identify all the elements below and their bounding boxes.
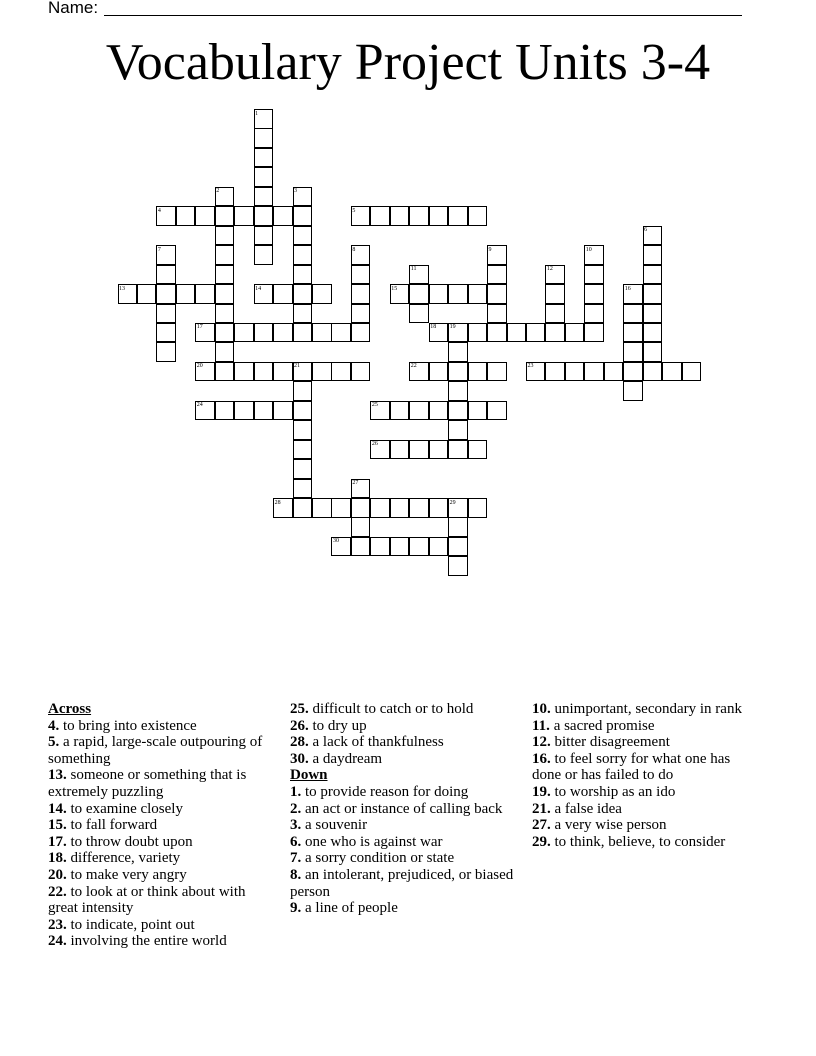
clue-number-label: 29.: [532, 833, 551, 850]
clue-item: [290, 734, 514, 751]
grid-cell[interactable]: [293, 323, 313, 343]
grid-cell[interactable]: [215, 226, 235, 246]
grid-cell[interactable]: [254, 245, 274, 265]
grid-cell[interactable]: [448, 206, 468, 226]
grid-cell[interactable]: [254, 109, 274, 129]
clue-text: to throw doubt upon: [66, 833, 193, 850]
grid-cell[interactable]: [156, 245, 176, 265]
clue-number-label: 1.: [290, 783, 302, 800]
across-heading: Across: [48, 701, 92, 717]
clue-number: 22: [410, 363, 417, 370]
grid-cell[interactable]: [234, 362, 254, 382]
grid-cell[interactable]: [293, 304, 313, 324]
grid-cell[interactable]: [293, 479, 313, 499]
grid-cell[interactable]: [351, 479, 371, 499]
clue-item: [48, 817, 270, 834]
clue-item: [290, 867, 514, 900]
grid-cell[interactable]: [623, 342, 643, 362]
grid-cell[interactable]: [545, 362, 565, 382]
clue-number-label: 6.: [290, 833, 302, 850]
grid-cell[interactable]: [643, 245, 663, 265]
grid-cell[interactable]: [448, 556, 468, 576]
clue-number-label: 22.: [48, 883, 67, 900]
clue-number: 15: [391, 285, 398, 292]
grid-cell[interactable]: [409, 265, 429, 285]
grid-cell[interactable]: [584, 323, 604, 343]
clue-text: a daydream: [308, 750, 383, 767]
clue-number: 4: [157, 207, 161, 214]
clue-item: [290, 701, 514, 718]
clue-text: a line of people: [301, 900, 398, 917]
grid-cell[interactable]: [487, 265, 507, 285]
grid-cell[interactable]: [273, 498, 293, 518]
clue-number: 21: [294, 363, 301, 370]
clue-number-label: 25.: [290, 701, 309, 717]
clue-text: a lack of thankfulness: [308, 734, 444, 751]
grid-cell[interactable]: [254, 167, 274, 187]
grid-cell[interactable]: [643, 362, 663, 382]
clue-text: to provide reason for doing: [301, 783, 469, 800]
grid-cell[interactable]: [215, 245, 235, 265]
grid-cell[interactable]: [293, 440, 313, 460]
grid-cell[interactable]: [351, 265, 371, 285]
grid-cell[interactable]: [468, 401, 488, 421]
grid-cell[interactable]: [156, 265, 176, 285]
grid-cell[interactable]: [273, 323, 293, 343]
clue-number: 19: [449, 324, 456, 331]
grid-cell[interactable]: [215, 323, 235, 343]
grid-cell[interactable]: [643, 265, 663, 285]
grid-cell[interactable]: [565, 323, 585, 343]
clue-item: [532, 751, 756, 784]
clue-number-label: 7.: [290, 850, 302, 867]
clue-number: 7: [157, 246, 161, 253]
clue-number: 8: [352, 246, 356, 253]
grid-cell[interactable]: [312, 362, 332, 382]
clue-item: [48, 834, 270, 851]
clue-text: unimportant, secondary in rank: [550, 701, 742, 717]
clue-number: 27: [352, 480, 359, 487]
grid-cell[interactable]: [293, 362, 313, 382]
grid-cell[interactable]: [409, 206, 429, 226]
clue-number: 18: [430, 324, 437, 331]
grid-cell[interactable]: [429, 498, 449, 518]
clue-number-label: 5.: [48, 734, 60, 751]
grid-cell[interactable]: [351, 323, 371, 343]
grid-cell[interactable]: [293, 498, 313, 518]
grid-cell[interactable]: [195, 401, 215, 421]
grid-cell[interactable]: [293, 420, 313, 440]
grid-cell[interactable]: [487, 362, 507, 382]
clue-item: [532, 817, 756, 834]
clue-number: 24: [196, 402, 203, 409]
clue-text: one who is against war: [301, 833, 443, 850]
grid-cell[interactable]: [390, 401, 410, 421]
grid-cell[interactable]: [545, 323, 565, 343]
grid-cell[interactable]: [409, 284, 429, 304]
clue-number: 17: [196, 324, 203, 331]
clue-number-label: 19.: [532, 783, 551, 800]
clue-number-label: 28.: [290, 734, 309, 751]
grid-cell[interactable]: [254, 226, 274, 246]
clue-number: 29: [449, 499, 456, 506]
clue-text: to indicate, point out: [66, 916, 195, 933]
grid-cell[interactable]: [604, 362, 624, 382]
clue-number-label: 11.: [532, 717, 550, 734]
clue-number: 11: [410, 266, 417, 273]
grid-cell[interactable]: [195, 284, 215, 304]
grid-cell[interactable]: [293, 226, 313, 246]
clue-number: 14: [255, 285, 262, 292]
clue-text: an intolerant, prejudiced, or biased person: [290, 866, 514, 900]
grid-cell[interactable]: [429, 284, 449, 304]
grid-cell[interactable]: [545, 265, 565, 285]
clue-item: [48, 917, 270, 934]
clue-number-label: 9.: [290, 900, 302, 917]
grid-cell[interactable]: [448, 381, 468, 401]
grid-cell[interactable]: [390, 440, 410, 460]
grid-cell[interactable]: [429, 206, 449, 226]
grid-cell[interactable]: [545, 304, 565, 324]
clue-item: [48, 867, 270, 884]
clue-text: a false idea: [550, 800, 622, 817]
clue-number: 9: [488, 246, 492, 253]
grid-cell[interactable]: [584, 245, 604, 265]
grid-cell[interactable]: [351, 284, 371, 304]
grid-cell[interactable]: [312, 284, 332, 304]
clue-item: [48, 767, 270, 800]
clue-number: 5: [352, 207, 356, 214]
clue-text: to make very angry: [66, 866, 187, 883]
clue-text: a sacred promise: [549, 717, 655, 734]
grid-cell[interactable]: [507, 323, 527, 343]
grid-cell[interactable]: [623, 362, 643, 382]
clue-text: a very wise person: [550, 817, 667, 834]
grid-cell[interactable]: [156, 342, 176, 362]
grid-cell[interactable]: [526, 362, 546, 382]
grid-cell[interactable]: [254, 362, 274, 382]
grid-cell[interactable]: [409, 498, 429, 518]
grid-cell[interactable]: [351, 517, 371, 537]
grid-cell[interactable]: [176, 284, 196, 304]
clue-number-label: 2.: [290, 800, 302, 817]
grid-cell[interactable]: [273, 206, 293, 226]
clue-text: to examine closely: [66, 800, 183, 817]
grid-cell[interactable]: [312, 323, 332, 343]
grid-cell[interactable]: [370, 498, 390, 518]
grid-cell[interactable]: [429, 362, 449, 382]
clue-number-label: 12.: [532, 734, 551, 751]
grid-cell[interactable]: [448, 342, 468, 362]
grid-cell[interactable]: [468, 284, 488, 304]
clue-item: [48, 933, 270, 950]
clue-number-label: 8.: [290, 866, 302, 883]
clue-number-label: 3.: [290, 817, 302, 834]
grid-cell[interactable]: [331, 323, 351, 343]
grid-cell[interactable]: [545, 284, 565, 304]
grid-cell[interactable]: [351, 537, 371, 557]
grid-cell[interactable]: [643, 342, 663, 362]
grid-cell[interactable]: [643, 323, 663, 343]
clue-text: to feel sorry for what one has done or has failed to do: [532, 750, 731, 784]
grid-cell[interactable]: [351, 206, 371, 226]
clue-number: 12: [546, 266, 553, 273]
clue-number-label: 15.: [48, 817, 67, 834]
clue-item: [290, 718, 514, 735]
grid-cell[interactable]: [468, 440, 488, 460]
grid-cell[interactable]: [331, 362, 351, 382]
grid-cell[interactable]: [390, 537, 410, 557]
grid-cell[interactable]: [156, 284, 176, 304]
grid-cell[interactable]: [273, 362, 293, 382]
grid-cell[interactable]: [293, 187, 313, 207]
grid-cell[interactable]: [293, 401, 313, 421]
grid-cell[interactable]: [118, 284, 138, 304]
grid-cell[interactable]: [409, 304, 429, 324]
grid-cell[interactable]: [254, 187, 274, 207]
grid-cell[interactable]: [390, 284, 410, 304]
grid-cell[interactable]: [273, 401, 293, 421]
clue-number: 13: [119, 285, 125, 292]
clue-number-label: 20.: [48, 866, 67, 883]
grid-cell[interactable]: [468, 206, 488, 226]
grid-cell[interactable]: [487, 323, 507, 343]
clues-column-3: [532, 701, 756, 850]
grid-cell[interactable]: [448, 420, 468, 440]
grid-cell[interactable]: [234, 206, 254, 226]
grid-cell[interactable]: [448, 498, 468, 518]
clue-number: 28: [274, 499, 281, 506]
grid-cell[interactable]: [351, 304, 371, 324]
clue-text: a souvenir: [301, 817, 368, 834]
grid-cell[interactable]: [682, 362, 702, 382]
grid-cell[interactable]: [370, 537, 390, 557]
grid-cell[interactable]: [293, 381, 313, 401]
clue-item: [532, 784, 756, 801]
clue-text: a sorry condition or state: [301, 850, 455, 867]
grid-cell[interactable]: [254, 401, 274, 421]
clue-number-label: 26.: [290, 717, 309, 734]
clue-text: to fall forward: [66, 817, 158, 834]
grid-cell[interactable]: [584, 362, 604, 382]
grid-cell[interactable]: [215, 206, 235, 226]
clue-item: [48, 801, 270, 818]
grid-cell[interactable]: [584, 284, 604, 304]
grid-cell[interactable]: [643, 284, 663, 304]
grid-cell[interactable]: [156, 323, 176, 343]
grid-cell[interactable]: [584, 265, 604, 285]
grid-cell[interactable]: [429, 440, 449, 460]
clue-item: [290, 801, 514, 818]
grid-cell[interactable]: [293, 284, 313, 304]
clue-number-label: 30.: [290, 750, 309, 767]
grid-cell[interactable]: [293, 265, 313, 285]
name-label: Name:: [48, 0, 99, 17]
clue-number-label: 18.: [48, 850, 67, 867]
grid-cell[interactable]: [156, 206, 176, 226]
grid-cell[interactable]: [195, 206, 215, 226]
grid-cell[interactable]: [643, 226, 663, 246]
grid-cell[interactable]: [215, 304, 235, 324]
grid-cell[interactable]: [487, 245, 507, 265]
clue-text: to worship as an ido: [550, 783, 676, 800]
grid-cell[interactable]: [215, 401, 235, 421]
clue-number: 26: [371, 441, 378, 448]
clue-number: 2: [216, 188, 220, 195]
clue-item: [290, 784, 514, 801]
clue-text: to look at or think about with great intensity: [48, 883, 246, 917]
clue-item: [48, 884, 270, 917]
grid-cell[interactable]: [448, 323, 468, 343]
clue-item: [290, 834, 514, 851]
grid-cell[interactable]: [565, 362, 585, 382]
clue-item: [532, 718, 756, 735]
clue-item: [290, 850, 514, 867]
grid-cell[interactable]: [448, 517, 468, 537]
grid-cell[interactable]: [293, 206, 313, 226]
grid-cell[interactable]: [623, 381, 643, 401]
grid-cell[interactable]: [137, 284, 157, 304]
clue-number-label: 14.: [48, 800, 67, 817]
down-heading: Down: [290, 767, 328, 784]
grid-cell[interactable]: [448, 401, 468, 421]
grid-cell[interactable]: [487, 401, 507, 421]
clue-text: difficult to catch or to hold: [308, 701, 474, 717]
grid-cell[interactable]: [468, 323, 488, 343]
grid-cell[interactable]: [468, 498, 488, 518]
grid-cell[interactable]: [234, 323, 254, 343]
grid-cell[interactable]: [331, 537, 351, 557]
grid-cell[interactable]: [390, 206, 410, 226]
grid-cell[interactable]: [468, 362, 488, 382]
grid-cell[interactable]: [254, 148, 274, 168]
clue-number: 30: [332, 538, 339, 545]
grid-cell[interactable]: [351, 362, 371, 382]
clue-number-label: 21.: [532, 800, 551, 817]
page-title: Vocabulary Project Units 3-4: [105, 34, 711, 91]
clue-item: [48, 850, 270, 867]
grid-cell[interactable]: [448, 284, 468, 304]
clue-number-label: 24.: [48, 933, 67, 950]
grid-cell[interactable]: [234, 401, 254, 421]
clue-item: [48, 734, 270, 767]
grid-cell[interactable]: [215, 362, 235, 382]
grid-cell[interactable]: [176, 206, 196, 226]
grid-cell[interactable]: [351, 245, 371, 265]
grid-cell[interactable]: [390, 498, 410, 518]
grid-cell[interactable]: [293, 245, 313, 265]
clue-item: [532, 701, 756, 718]
clue-number: 1: [255, 110, 259, 117]
grid-cell[interactable]: [195, 362, 215, 382]
grid-cell[interactable]: [370, 206, 390, 226]
clue-text: a rapid, large-scale outpouring of something: [48, 734, 263, 767]
clue-number-label: 27.: [532, 817, 551, 834]
grid-cell[interactable]: [448, 440, 468, 460]
clue-text: involving the entire world: [66, 933, 227, 950]
grid-cell[interactable]: [487, 304, 507, 324]
grid-cell[interactable]: [312, 498, 332, 518]
grid-cell[interactable]: [254, 128, 274, 148]
grid-cell[interactable]: [331, 498, 351, 518]
clues-column-1: [48, 701, 270, 950]
grid-cell[interactable]: [215, 265, 235, 285]
grid-cell[interactable]: [662, 362, 682, 382]
clue-item: [532, 734, 756, 751]
grid-cell[interactable]: [487, 284, 507, 304]
grid-cell[interactable]: [448, 537, 468, 557]
grid-cell[interactable]: [584, 304, 604, 324]
clue-number: 16: [624, 285, 631, 292]
grid-cell[interactable]: [643, 304, 663, 324]
clue-text: difference, variety: [66, 850, 181, 867]
grid-cell[interactable]: [623, 323, 643, 343]
clue-number: 10: [585, 246, 592, 253]
grid-cell[interactable]: [293, 459, 313, 479]
clue-number: 6: [644, 227, 648, 234]
grid-cell[interactable]: [526, 323, 546, 343]
clue-item: [290, 817, 514, 834]
clue-number: 25: [371, 402, 378, 409]
grid-cell[interactable]: [351, 498, 371, 518]
clue-number-label: 10.: [532, 701, 551, 717]
grid-cell[interactable]: [409, 537, 429, 557]
clue-number: 3: [294, 188, 298, 195]
grid-cell[interactable]: [273, 284, 293, 304]
clue-item: [290, 900, 514, 917]
clue-text: to bring into existence: [59, 717, 197, 734]
clue-number-label: 17.: [48, 833, 67, 850]
clue-number: 23: [527, 363, 534, 370]
grid-cell[interactable]: [195, 323, 215, 343]
clue-item: [290, 751, 514, 768]
grid-cell[interactable]: [215, 342, 235, 362]
clue-text: bitter disagreement: [550, 734, 670, 751]
clue-number-label: 4.: [48, 717, 60, 734]
grid-cell[interactable]: [409, 362, 429, 382]
grid-cell[interactable]: [429, 401, 449, 421]
clue-item: [48, 718, 270, 735]
clue-number-label: 16.: [532, 750, 551, 767]
grid-cell[interactable]: [409, 401, 429, 421]
grid-cell[interactable]: [215, 187, 235, 207]
grid-cell[interactable]: [623, 284, 643, 304]
clue-item: [532, 801, 756, 818]
clue-text: to think, believe, to consider: [550, 833, 726, 850]
clue-text: someone or something that is extremely puzzling: [48, 767, 247, 800]
grid-cell[interactable]: [448, 362, 468, 382]
grid-cell[interactable]: [215, 284, 235, 304]
grid-cell[interactable]: [370, 401, 390, 421]
clue-number: 20: [196, 363, 203, 370]
clue-item: [532, 834, 756, 851]
clue-number-label: 23.: [48, 916, 67, 933]
grid-cell[interactable]: [254, 206, 274, 226]
grid-cell[interactable]: [623, 304, 643, 324]
clue-text: to dry up: [308, 717, 367, 734]
clue-text: an act or instance of calling back: [301, 800, 503, 817]
clues-column-2: [290, 701, 514, 917]
grid-cell[interactable]: [156, 304, 176, 324]
clue-number-label: 13.: [48, 767, 67, 784]
grid-cell[interactable]: [370, 440, 390, 460]
grid-cell[interactable]: [429, 537, 449, 557]
grid-cell[interactable]: [254, 284, 274, 304]
grid-cell[interactable]: [254, 323, 274, 343]
grid-cell[interactable]: [429, 323, 449, 343]
grid-cell[interactable]: [409, 440, 429, 460]
